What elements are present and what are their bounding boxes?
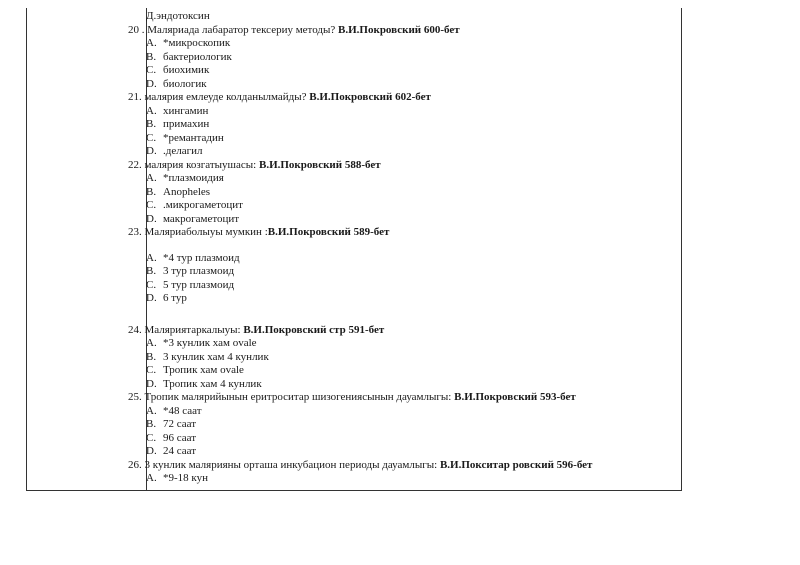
option-22-a [128, 172, 678, 186]
option-letter: C. [146, 131, 157, 144]
spacer [128, 240, 678, 252]
question-reference: В.И.Покровский 600-бет [338, 23, 460, 36]
option-text: биологик [163, 77, 207, 90]
option-text: Тропик хам ovale [163, 364, 244, 376]
question-text: 21. малярия емлеуде колданылмайды? [128, 91, 307, 103]
spacer [128, 306, 678, 324]
option-24-b [128, 351, 678, 365]
option-letter: A. [146, 172, 157, 184]
question-24 [128, 324, 678, 338]
question-20 [128, 24, 678, 38]
option-text: *9-18 кун [163, 472, 208, 484]
option-text: 3 тур плазмоид [163, 265, 235, 277]
questions-content [128, 10, 678, 486]
option-letter: C. [146, 278, 157, 291]
option-letter: A. [146, 104, 157, 117]
option-text: *3 кунлик хам ovale [163, 337, 257, 349]
option-24-c [128, 364, 678, 378]
question-25 [128, 391, 678, 405]
option-letter: A. [146, 404, 157, 417]
option-letter: D. [146, 377, 157, 390]
option-text: примахин [163, 118, 210, 130]
option-text: 6 тур [163, 292, 187, 304]
option-letter: B. [146, 350, 157, 363]
option-22-d [128, 213, 678, 227]
option-20-b [128, 51, 678, 65]
option-text: Тропик хам 4 кунлик [163, 377, 262, 390]
question-21 [128, 91, 678, 105]
top-fragment-text: Д.эндотоксин [146, 10, 210, 22]
option-23-a [128, 252, 678, 266]
option-20-a [128, 37, 678, 51]
option-21-d [128, 145, 678, 159]
option-text: биохимик [163, 64, 210, 76]
option-text: Anopheles [163, 185, 211, 198]
option-text: макрогаметоцит [163, 212, 240, 225]
option-25-a [128, 405, 678, 419]
option-letter: D. [146, 292, 157, 304]
question-text: 24. Маляриятаркалыуы: [128, 323, 241, 336]
option-text: *микроскопик [163, 37, 231, 49]
option-text: 5 тур плазмоид [163, 278, 235, 291]
option-text: 24 саат [163, 445, 197, 457]
option-letter: B. [146, 118, 157, 130]
option-25-c [128, 432, 678, 446]
option-text: *4 тур плазмоид [163, 251, 240, 264]
option-letter: C. [146, 364, 157, 376]
question-26 [128, 459, 678, 473]
question-reference: В.И.Покровский стр 591-бет [243, 323, 385, 336]
question-text: 26. 3 кунлик малярияны орташа инкубацион периоды дауамлыгы: [128, 458, 438, 471]
option-22-c [128, 199, 678, 213]
option-letter: C. [146, 199, 157, 211]
option-letter: D. [146, 445, 157, 457]
option-23-c [128, 279, 678, 293]
question-22 [128, 159, 678, 173]
option-20-d [128, 78, 678, 92]
option-text: 3 кунлик хам 4 кунлик [163, 350, 269, 363]
option-letter: D. [146, 145, 157, 157]
question-text: 25. Тропик малярийынын еритроситар шизогениясынын дауамлыгы: [128, 391, 452, 403]
question-text: 23. Маляриаболыуы мумкин : [128, 226, 268, 238]
option-letter: B. [146, 50, 157, 63]
question-text: 22. малярия козгатыушасы: [128, 158, 257, 171]
option-25-d [128, 445, 678, 459]
option-letter: C. [146, 431, 157, 444]
option-text: 72 саат [163, 418, 197, 430]
option-25-b [128, 418, 678, 432]
option-22-b [128, 186, 678, 200]
question-reference: В.И.Покситар ровский 596-бет [439, 458, 593, 471]
option-21-a [128, 105, 678, 119]
option-24-a [128, 337, 678, 351]
option-letter: C. [146, 64, 157, 76]
question-reference: В.И.Покровский 588-бет [258, 158, 381, 171]
question-23 [128, 226, 678, 240]
option-20-c [128, 64, 678, 78]
question-text: 20 . Маляриада лабаратор тексериу методы? [128, 23, 336, 36]
option-21-b [128, 118, 678, 132]
top-fragment [128, 10, 678, 24]
option-text: .делагил [163, 145, 203, 157]
option-letter: A. [146, 37, 157, 49]
option-letter: A. [146, 472, 157, 484]
option-letter: A. [146, 337, 157, 349]
question-reference: В.И.Покровский 593-бет [454, 391, 576, 403]
option-letter: D. [146, 212, 157, 225]
option-letter: A. [146, 251, 157, 264]
option-26-a [128, 472, 678, 486]
option-letter: B. [146, 185, 157, 198]
option-text: *плазмоидия [163, 172, 224, 184]
option-text: *48 саат [163, 404, 202, 417]
option-text: .микрогаметоцит [163, 199, 243, 211]
option-text: бактериологик [163, 50, 232, 63]
option-text: 96 саат [163, 431, 197, 444]
option-21-c [128, 132, 678, 146]
option-letter: B. [146, 418, 157, 430]
option-24-d [128, 378, 678, 392]
option-text: хингамин [163, 104, 209, 117]
question-reference: В.И.Покровский 589-бет [267, 226, 390, 238]
question-reference: В.И.Покровский 602-бет [309, 91, 431, 103]
option-23-d [128, 292, 678, 306]
option-23-b [128, 265, 678, 279]
option-letter: D. [146, 77, 157, 90]
option-text: *ремантадин [163, 131, 224, 144]
option-letter: B. [146, 265, 157, 277]
